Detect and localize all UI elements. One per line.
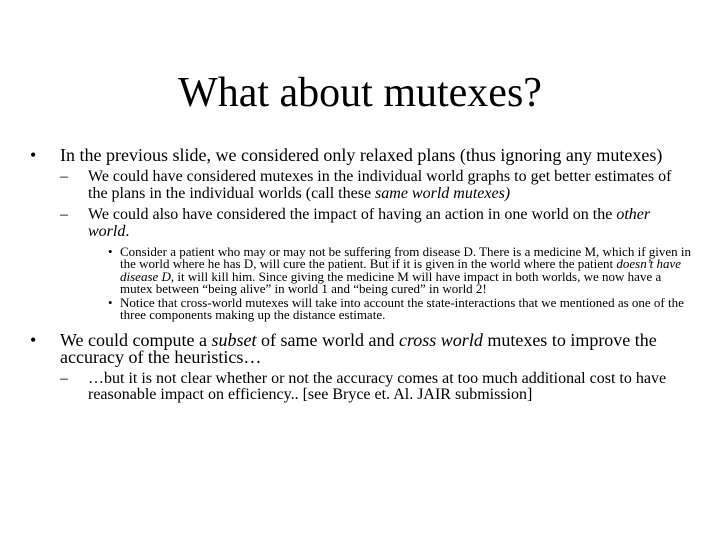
bullet-icon: • xyxy=(30,145,37,165)
slide-body xyxy=(28,147,692,404)
bullet-text: We could compute a subset of same world and cross world mutexes to improve the accuracy of the heuristics… xyxy=(60,329,657,367)
dash-icon: – xyxy=(60,369,68,387)
sub-bullet-item xyxy=(28,371,692,404)
sub-sub-bullet-text: Consider a patient who may or may not be suffering from disease D. There is a medicine M, which if given in the world where he has D, will cure the patient. But if it is given in the world where the patient doesn’t have disease D, it will kill him. Since giving the medicine M will have impact in both worlds, we now have a mutex between “being alive” in world 1 and “being cured” in world 2! xyxy=(120,244,692,296)
bullet-icon: • xyxy=(108,244,113,259)
bullet-item xyxy=(28,147,692,164)
sub-bullet-text: We could have considered mutexes in the individual world graphs to get better estimates of the plans in the individual worlds (call these same world mutexes) xyxy=(88,168,672,202)
bullet-icon: • xyxy=(108,295,113,311)
sub-sub-bullet-text: Notice that cross-world mutexes will take into account the state-interactions that we mentioned as one of the three components making up the distance estimate. xyxy=(120,295,684,323)
sub-bullet-text: …but it is not clear whether or not the accuracy comes at too much additional cost to have reasonable impact on efficiency.. [see Bryce et. Al. JAIR submission] xyxy=(88,369,667,404)
sub-sub-bullet-item xyxy=(28,297,692,322)
sub-sub-bullet-item xyxy=(28,246,692,295)
sub-bullet-text: We could also have considered the impact of having an action in one world on the other world. xyxy=(88,206,651,240)
bullet-text: In the previous slide, we considered only relaxed plans (thus ignoring any mutexes) xyxy=(60,145,663,165)
dash-icon: – xyxy=(60,206,68,223)
sub-bullet-item xyxy=(28,207,692,240)
slide-title: What about mutexes? xyxy=(178,70,542,116)
sub-bullet-item xyxy=(28,169,692,202)
dash-icon: – xyxy=(60,168,68,185)
bullet-icon: • xyxy=(30,329,37,350)
bullet-item xyxy=(28,329,692,367)
